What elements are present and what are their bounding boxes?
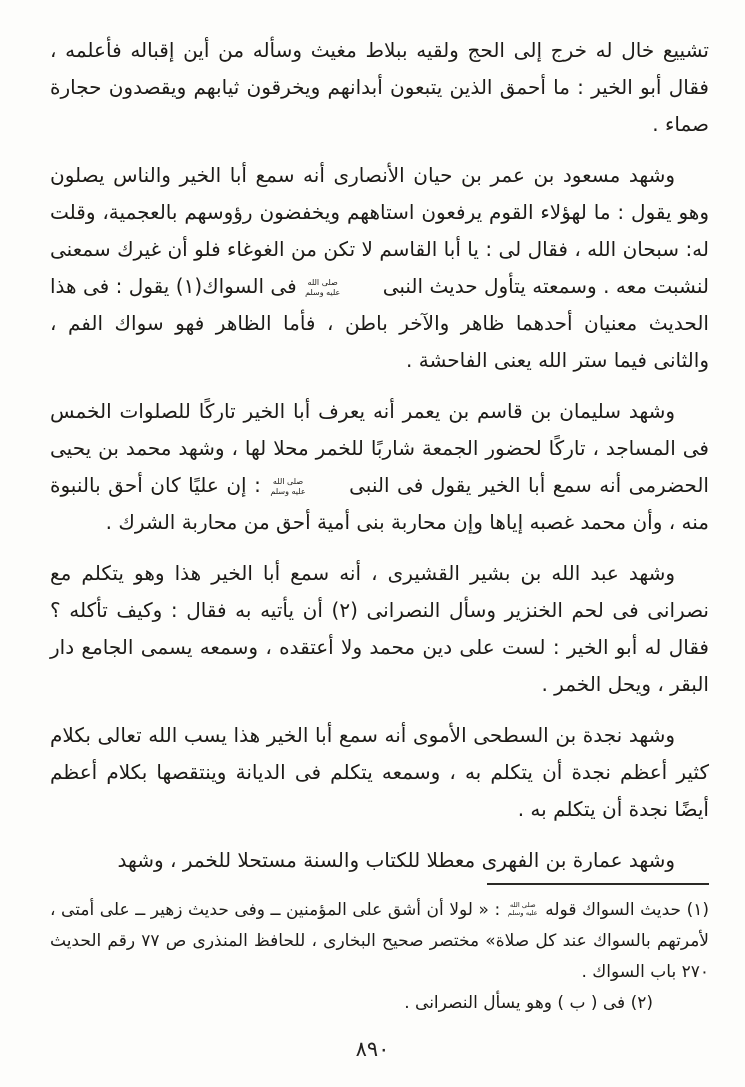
- pbuh-honorific-icon: صلى الله عليه وسلم: [305, 278, 341, 297]
- body-paragraph-3: وشهد سليمان بن قاسم بن يعمر أنه يعرف أبا الخير تاركًا للصلوات الخمس فى المساجد ، تاركًا لحضور الجمعة شاربًا للخمر محلا لها ، وشهد محمد بن يحيى الحضرمى أنه سمع أبا الخير يقول فى النبى صلى الله عليه وسلم : إن عليًا كان أحق بالنبوة منه ، وأن محمد غصبه إياها وإن محاربة بنى أمية أحق من محاربة الشرك .: [50, 399, 709, 534]
- body-paragraph-2: وشهد مسعود بن عمر بن حيان الأنصارى أنه سمع أبا الخير والناس يصلون وهو يقول : ما لهؤلاء القوم يرفعون استاههم ويخفضون رؤوسهم بالعجمية، وقلت له: سبحان الله ، فقال لى : يا أبا القاسم لا تكن من الغوغاء فلو أن غيرك سمعنى لنشبت معه . وسمعته يتأول حديث النبى صلى الله عليه وسلم فى السواك(١) يقول : فى هذا الحديث معنيان أحدهما ظاهر والآخر باطن ، فأما الظاهر فهو سواك الفم ، والثانى فيما ستر الله يعنى الفاحشة .: [50, 163, 709, 372]
- footnotes-section: [50, 883, 709, 1019]
- page-number: ٨٩٠: [355, 1037, 390, 1061]
- body-paragraph-4: وشهد عبد الله بن بشير القشيرى ، أنه سمع أبا الخير هذا وهو يتكلم مع نصرانى فى لحم الخنزير وسأل النصرانى (٢) أن يأتيه به فقال : وكيف تأكله ؟ فقال له أبو الخير : لست على دين محمد ولا أعتقده ، وسمعه يسمى الجامع دار البقر ، ويحل الخمر .: [50, 561, 709, 696]
- footnote-2: (٢) فى ( ب ) وهو يسأل النصرانى .: [404, 993, 653, 1013]
- pbuh-honorific-icon: صلى الله عليه وسلم: [507, 901, 538, 917]
- body-paragraph-5: وشهد نجدة بن السطحى الأموى أنه سمع أبا الخير هذا يسب الله تعالى بكلام كثير أعظم نجدة أن يتكلم به ، وسمعه يتكلم فى الديانة وينتقصها بكلام أعظم أيضًا نجدة أن يتكلم به .: [50, 723, 709, 821]
- footnote-divider: [487, 883, 709, 885]
- body-text: [50, 32, 709, 879]
- footnote-1: (١) حديث السواك قوله صلى الله عليه وسلم : « لولا أن أشق على المؤمنين ــ وفى حديث زهير ــ على أمتى ، لأمرتهم بالسواك عند كل صلاة» مختصر صحيح البخارى ، للحافظ المنذرى ص ٧٧ رقم الحديث ٢٧٠ باب السواك .: [50, 900, 710, 982]
- pbuh-honorific-icon: صلى الله عليه وسلم: [270, 477, 306, 496]
- body-paragraph-1: تشييع خال له خرج إلى الحج ولقيه ببلاط مغيث وسأله من أين إقباله فأعلمه ، فقال أبو الخير : ما أحمق الذين يتبعون أبدانهم ويخرقون ثيابهم ويقصدون حجارة صماء .: [50, 38, 709, 136]
- body-paragraph-6: وشهد عمارة بن الفهرى معطلا للكتاب والسنة مستحلا للخمر ، وشهد: [117, 848, 675, 872]
